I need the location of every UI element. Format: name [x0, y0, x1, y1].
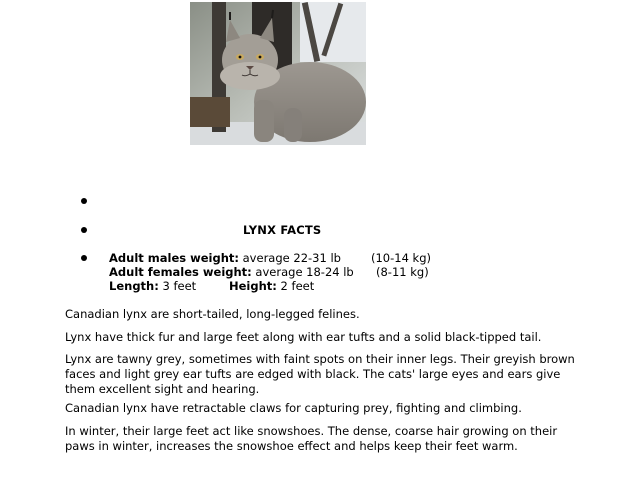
list-bullet	[81, 227, 87, 233]
length-label: Length:	[109, 279, 159, 293]
length-value: 3 feet	[158, 279, 197, 293]
paragraph-coloring: Lynx are tawny grey, sometimes with faint spots on their inner legs. Their greyish brown faces and light grey ear tufts are edged with black. The cats' large eyes and ears give them excellent sight and hearing.	[65, 352, 575, 396]
paragraph-claws: Canadian lynx have retractable claws for capturing prey, fighting and climbing.	[65, 401, 522, 415]
height-part	[229, 279, 314, 293]
males-weight-kg: (10-14 kg)	[371, 251, 432, 265]
facts-list	[109, 251, 432, 293]
paragraph-short-tailed: Canadian lynx are short-tailed, long-legged felines.	[65, 307, 360, 321]
paragraph-fur: Lynx have thick fur and large feet along with ear tufts and a solid black-tipped tail.	[65, 330, 542, 344]
males-weight-row	[109, 251, 432, 265]
height-label: Height:	[229, 279, 277, 293]
males-weight-label: Adult males weight:	[109, 251, 239, 265]
list-bullet	[81, 198, 87, 204]
lynx-photo	[190, 2, 366, 145]
list-bullet	[81, 255, 87, 261]
height-value: 2 feet	[276, 279, 315, 293]
females-weight-value: average 18-24 lb	[251, 265, 354, 279]
females-weight-kg: (8-11 kg)	[376, 265, 429, 279]
dimensions-row	[109, 279, 354, 293]
males-weight-value: average 22-31 lb	[238, 251, 341, 265]
females-weight-label: Adult females weight:	[109, 265, 252, 279]
facts-title: LYNX FACTS	[243, 223, 322, 237]
females-weight-row	[109, 265, 429, 279]
paragraph-winter-feet: In winter, their large feet act like snowshoes. The dense, coarse hair growing on their paws in winter, increases the snowshoe effect and helps keep their feet warm.	[65, 424, 558, 453]
